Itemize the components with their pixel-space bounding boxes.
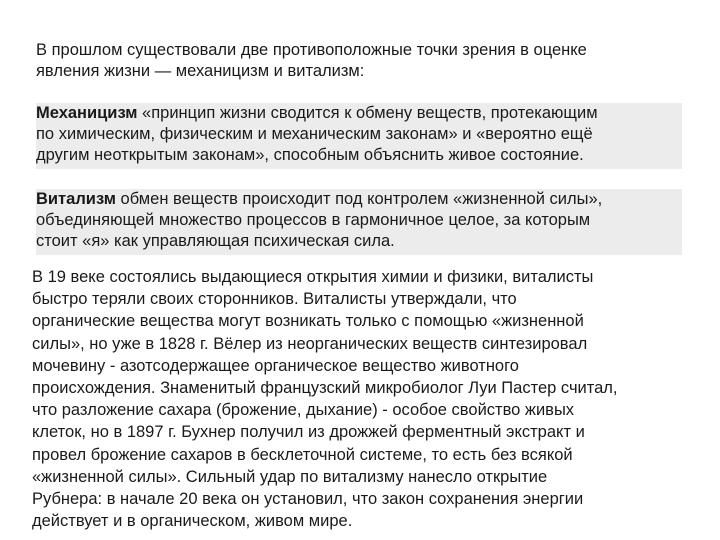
mechanism-line: другим неоткрытым законам», способным объяснить живое состояние. bbox=[36, 146, 584, 164]
history-line: происхождения. Знаменитый французский микробиолог Луи Пастер считал, bbox=[32, 379, 618, 398]
history-line: Рубнера: в начале 20 века он установил, что закон сохранения энергии bbox=[32, 490, 584, 509]
vitalism-line bbox=[36, 189, 682, 210]
vitalism-term: Витализм bbox=[36, 190, 116, 208]
history-line: В 19 веке состоялись выдающиеся открытия химии и физики, виталисты bbox=[32, 268, 594, 286]
mechanism-term: Механицизм bbox=[36, 104, 138, 122]
mechanism-line: по химическим, физическим и механическим законам» и «вероятно ещё bbox=[36, 125, 593, 143]
history-line: что разложение сахара (брожение, дыхание) - особое свойство живых bbox=[32, 401, 575, 420]
mechanism-paragraph bbox=[36, 103, 682, 169]
history-line: действует и в органическом, живом мире. bbox=[32, 512, 353, 531]
history-line: органические вещества могут возникать только с помощью «жизненной bbox=[32, 312, 584, 331]
history-line: клеток, но в 1897 г. Бухнер получил из дрожжей ферментный экстракт и bbox=[32, 423, 585, 442]
history-line: быстро теряли своих сторонников. Виталисты утверждали, что bbox=[32, 290, 517, 309]
vitalism-paragraph bbox=[36, 189, 682, 255]
vitalism-line: объединяющей множество процессов в гармоничное целое, за которым bbox=[36, 211, 591, 229]
vitalism-text: обмен веществ происходит под контролем «жизненной силы», bbox=[115, 190, 603, 208]
history-paragraph bbox=[32, 266, 684, 532]
mechanism-text: «принцип жизни сводится к обмену веществ, протекающим bbox=[137, 104, 598, 122]
history-line: мочевину - азотсодержащее органическое вещество животного bbox=[32, 356, 519, 375]
history-line: силы», но уже в 1828 г. Вёлер из неорганических веществ синтезировал bbox=[32, 334, 588, 353]
history-line: провел брожение сахаров в бесклеточной системе, то есть без всякой bbox=[32, 445, 573, 464]
intro-paragraph bbox=[36, 40, 676, 82]
history-line: «жизненной силы». Сильный удар по витализму нанесло открытие bbox=[32, 467, 548, 486]
mechanism-line bbox=[36, 103, 682, 124]
vitalism-line: стоит «я» как управляющая психическая сила. bbox=[36, 232, 395, 250]
intro-line: явления жизни — механицизм и витализм: bbox=[36, 62, 365, 80]
intro-line: В прошлом существовали две противоположные точки зрения в оценке bbox=[36, 41, 587, 59]
